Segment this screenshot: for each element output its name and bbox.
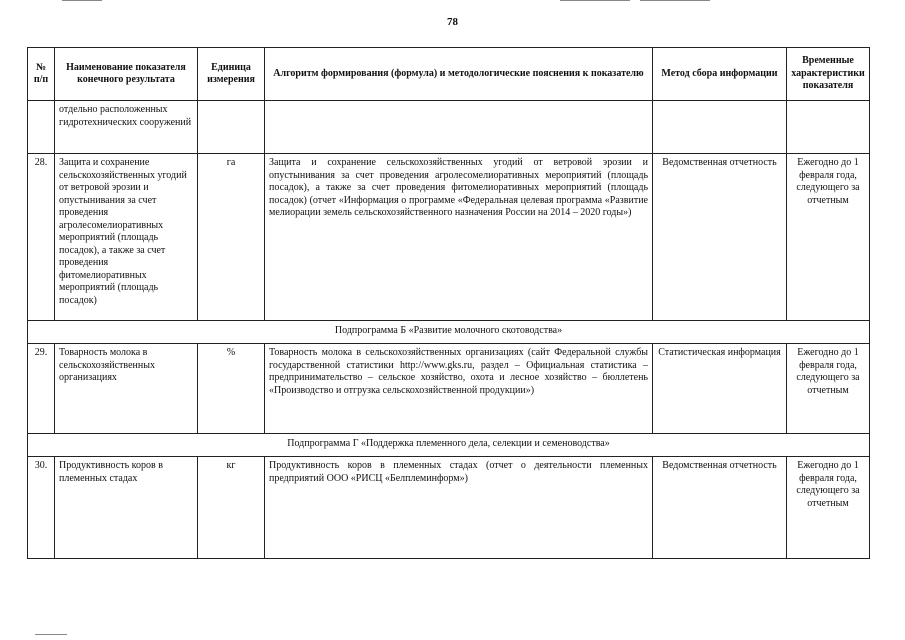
cell-unit: га: [198, 154, 265, 321]
cell-method: Ведомственная отчетность: [653, 154, 787, 321]
cell-method: Статистическая информация: [653, 344, 787, 434]
cell-time: [787, 101, 870, 154]
cell-unit: кг: [198, 457, 265, 559]
cell-time: Ежегодно до 1 февраля года, следующего за отчетным: [787, 154, 870, 321]
header-unit: Единица измерения: [198, 48, 265, 101]
table-row: [28, 344, 870, 434]
cell-num: 29.: [28, 344, 55, 434]
table-row: [28, 101, 870, 154]
cell-unit: [198, 101, 265, 154]
page-number: 78: [447, 16, 458, 28]
cell-method: [653, 101, 787, 154]
cell-time: Ежегодно до 1 февраля года, следующего за отчетным: [787, 457, 870, 559]
scan-artifact-line: [640, 0, 710, 1]
cell-time: Ежегодно до 1 февраля года, следующего за отчетным: [787, 344, 870, 434]
header-name: Наименование показателя конечного результата: [55, 48, 198, 101]
cell-name: Продуктивность коров в племенных стадах: [55, 457, 198, 559]
cell-algorithm: Защита и сохранение сельскохозяйственных угодий от ветровой эрозии и опустынивания за счет проведения агролесомелиоративных мероприятий (площадь посадок), а также за счет проведения фитомелиоративных мероприятий (площадь посадок) (отчет «Информация о программе «Федеральная целевая программа «Развитие мелиорации земель сельскохозяйственного назначения России на 2014 – 2020 годы»): [265, 154, 653, 321]
cell-algorithm: Продуктивность коров в племенных стадах (отчет о деятельности племенных предприятий ООО «РИСЦ «Белплеминформ»): [265, 457, 653, 559]
header-algorithm: Алгоритм формирования (формула) и методологические пояснения к показателю: [265, 48, 653, 101]
section-row: [28, 434, 870, 457]
cell-name: Товарность молока в сельскохозяйственных организациях: [55, 344, 198, 434]
header-time: Временные характеристики показателя: [787, 48, 870, 101]
cell-num: 28.: [28, 154, 55, 321]
table-row: [28, 457, 870, 559]
cell-name: Защита и сохранение сельскохозяйственных угодий от ветровой эрозии и опустынивания за счет проведения агролесомелиоративных мероприятий (площадь посадок), а также за счет проведения фитомелиоративных мероприятий (площадь посадок): [55, 154, 198, 321]
cell-num: [28, 101, 55, 154]
section-title-b: Подпрограмма Б «Развитие молочного скотоводства»: [28, 321, 870, 344]
table-header-row: [28, 48, 870, 101]
scan-artifact-line: [560, 0, 630, 1]
table-row: [28, 154, 870, 321]
indicators-table: [27, 47, 870, 559]
cell-method: Ведомственная отчетность: [653, 457, 787, 559]
cell-unit: %: [198, 344, 265, 434]
cell-algorithm: Товарность молока в сельскохозяйственных организациях (сайт Федеральной службы государственной статистики http://www.gks.ru, раздел – Официальная статистика – предпринимательство – сельское хозяйство, охота и лесное хозяйство – бюллетень «Производство и отгрузка сельскохозяйственной продукции»): [265, 344, 653, 434]
section-title-g: Подпрограмма Г «Поддержка племенного дела, селекции и семеноводства»: [28, 434, 870, 457]
cell-algorithm: [265, 101, 653, 154]
scan-artifact-line: [62, 0, 102, 1]
scan-artifact-line: [35, 634, 67, 635]
section-row: [28, 321, 870, 344]
header-num: № п/п: [28, 48, 55, 101]
header-method: Метод сбора информации: [653, 48, 787, 101]
cell-num: 30.: [28, 457, 55, 559]
cell-name: отдельно расположенных гидротехнических сооружений: [55, 101, 198, 154]
